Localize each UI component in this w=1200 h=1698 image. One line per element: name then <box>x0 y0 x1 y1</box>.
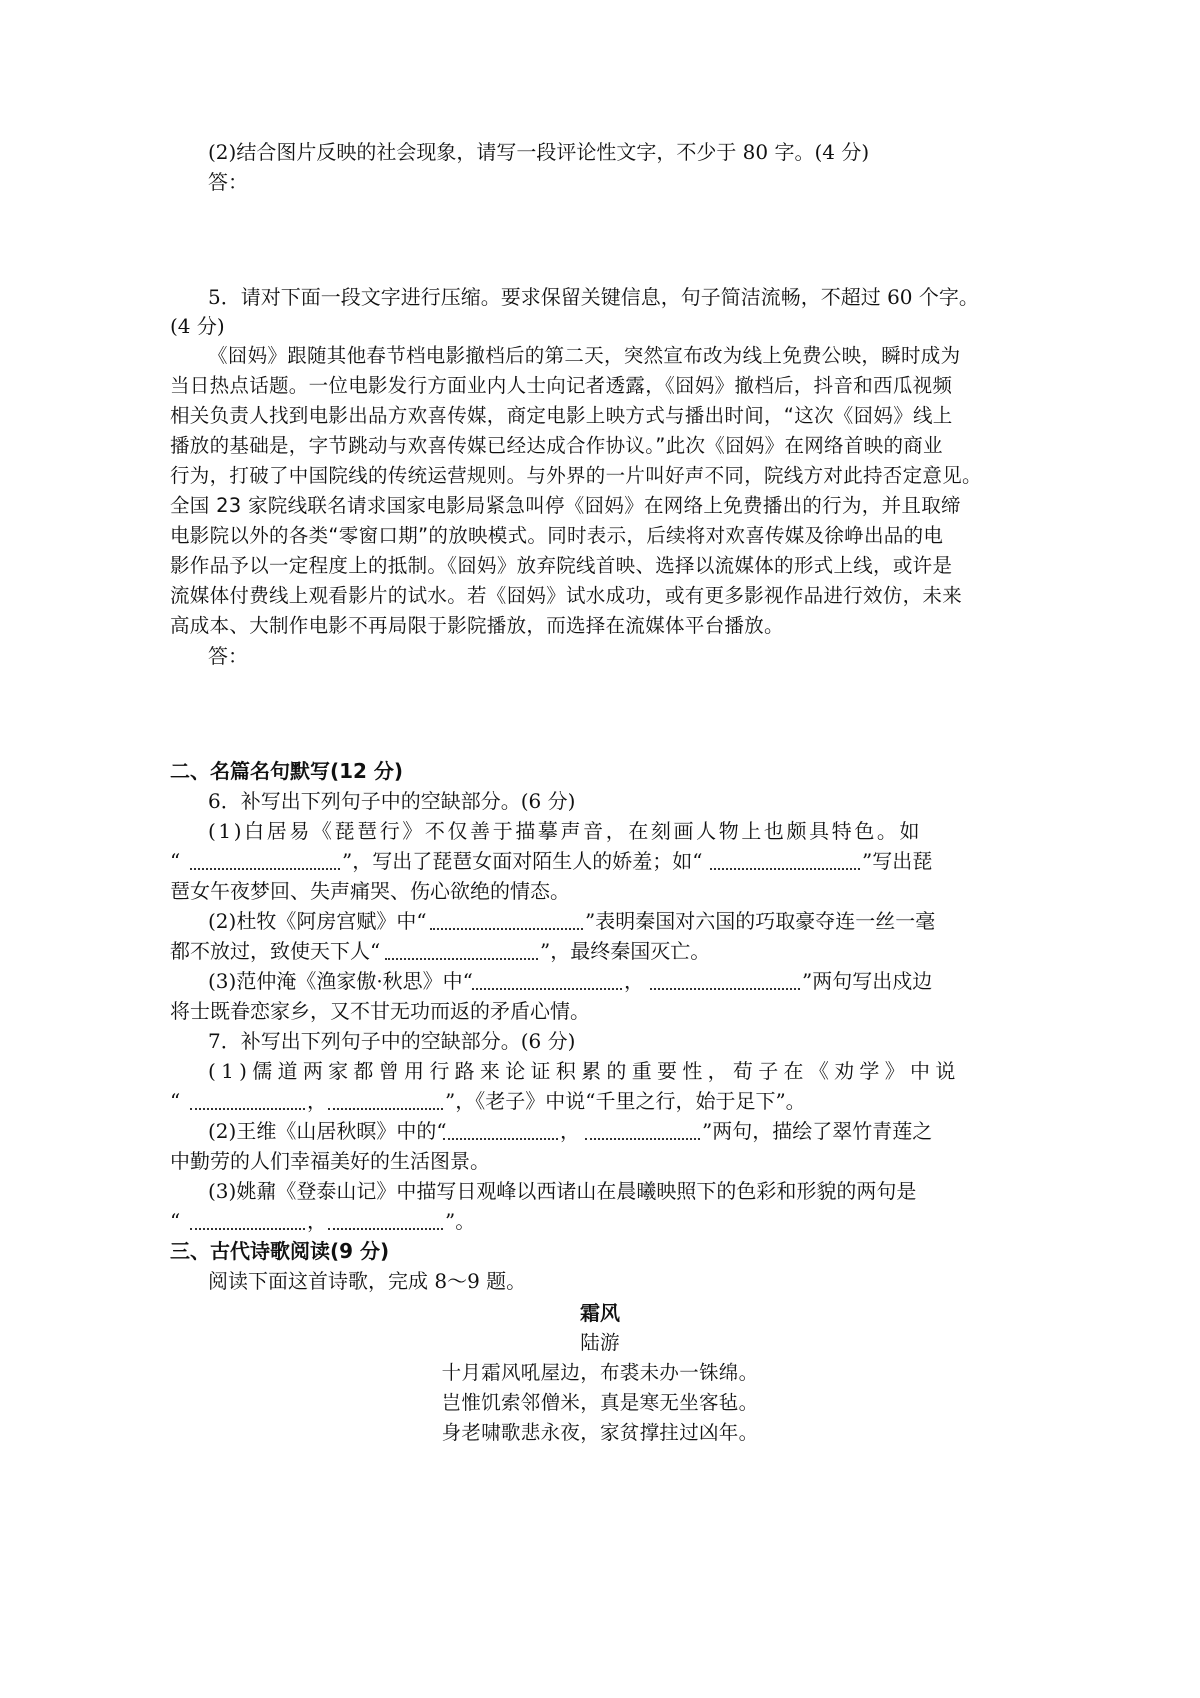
exam-page: (2)结合图片反映的社会现象，请写一段评论性文字，不少于 80 字。(4 分) 答： 5．请对下面一段文字进行压缩。要求保留关键信息，句子简洁流畅，不超过 60 个字。 (4 分) 《囧妈》跟随其他春节档电影撤档后的第二天，突然宣布改为线上免费公映，瞬时成为 当日热点话题。一位电影发行方面业内人士向记者透露，《囧妈》撤档后，抖音和西瓜视频 相关负责人找到电影出品方欢喜传媒，商定电影上映方式与播出时间，“这次《囧妈》线上 播放的基础是，字节跳动与欢喜传媒已经达成合作协议。”此次《囧妈》在网络首映的商业 行为，打破了中国院线的传统运营规则。与外界的一片叫好声不同，院线方对此持否定意见。 全国 23 家院线联名请求国家电影局紧急叫停《囧妈》在网络上免费播出的行为，并且取缔 电影院以外的各类“零窗口期”的放映模式。同时表示，后续将对欢喜传媒及徐峥出品的电 影作品予以一定程度上的抵制。《囧妈》放弃院线首映、选择以流媒体的形式上线，或许是 流媒体付费线上观看影片的试水。若《囧妈》试水成功，或有更多影视作品进行效仿，未来 高成本、大制作电影不再局限于影院播放，而选择在流媒体平台播放。 答： 二、名篇名句默写(12 分) 6．补写出下列句子中的空缺部分。(6 分) (1)白居易《琵琶行》不仅善于描摹声音，在刻画人物上也颇具特色。如 “ ”，写出了琵琶女面对陌生人的娇羞；如“ ”写出琵 琶女午夜梦回、失声痛哭、伤心欲绝的情态。 (2)杜牧《阿房宫赋》中“ ”表明秦国对六国的巧取豪夺连一丝一毫 都不放过，致使天下人“ ”，最终秦国灭亡。 (3)范仲淹《渔家傲·秋思》中“ ， ”两句写出戍边 将士既眷恋家乡，又不甘无功而返的矛盾心情。 7．补写出下列句子中的空缺部分。(6 分) (1)儒道两家都曾用行路来论证积累的重要性，荀子在《劝学》中说 “ ， ”，《老子》中说“千里之行，始于足下”。 (2)王维《山居秋暝》中的“ ， ”两句，描绘了翠竹青莲之 中勤劳的人们幸福美好的生活图景。 (3)姚鼐《登泰山记》中描写日观峰以西诸山在晨曦映照下的色彩和形貌的两句是 “ ， ”。 三、古代诗歌阅读(9 分) 阅读下面这首诗歌，完成 8～9 题。 霜风 陆游 十月霜风吼屋边，布裘未办一铢绵。 岂惟饥索邻僧米，真是寒无坐客毡。 身老啸歌悲永夜，家贫撑拄过凶年。 <box>0 0 1200 1698</box>
poem-line: 身老啸歌悲永夜，家贫撑拄过凶年。 <box>441 1421 759 1444</box>
poem-line: 十月霜风吼屋边，布裘未办一铢绵。 <box>441 1361 759 1384</box>
instruction: 阅读下面这首诗歌，完成 8～9 题。 <box>208 1269 527 1293</box>
q5-prompt: 5．请对下面一段文字进行压缩。要求保留关键信息，句子简洁流畅，不超过 60 个字。 <box>208 285 979 309</box>
q4-2-prompt: (2)结合图片反映的社会现象，请写一段评论性文字，不少于 80 字。(4 分) <box>208 140 870 164</box>
blank-field[interactable] <box>710 868 860 870</box>
answer-label: 答： <box>208 644 248 668</box>
blank-field[interactable] <box>472 988 622 990</box>
blank-field[interactable] <box>190 1108 305 1110</box>
section-heading: 二、名篇名句默写(12 分) <box>170 759 404 783</box>
poem-line: 岂惟饥索邻僧米，真是寒无坐客毡。 <box>441 1391 759 1414</box>
q5-points: (4 分) <box>170 314 225 338</box>
blank-field[interactable] <box>328 1108 443 1110</box>
blank-field[interactable] <box>190 1228 305 1230</box>
q6-prompt: 6．补写出下列句子中的空缺部分。(6 分) <box>208 789 576 813</box>
answer-label: 答： <box>208 170 248 194</box>
q7-prompt: 7．补写出下列句子中的空缺部分。(6 分) <box>208 1029 576 1053</box>
blank-field[interactable] <box>650 988 800 990</box>
poem-author: 陆游 <box>580 1331 620 1354</box>
blank-field[interactable] <box>328 1228 443 1230</box>
section-heading: 三、古代诗歌阅读(9 分) <box>170 1239 390 1263</box>
blank-field[interactable] <box>430 928 583 930</box>
blank-field[interactable] <box>385 958 538 960</box>
poem-title: 霜风 <box>580 1301 620 1325</box>
blank-field[interactable] <box>190 868 340 870</box>
blank-field[interactable] <box>443 1138 558 1140</box>
blank-field[interactable] <box>585 1138 700 1140</box>
